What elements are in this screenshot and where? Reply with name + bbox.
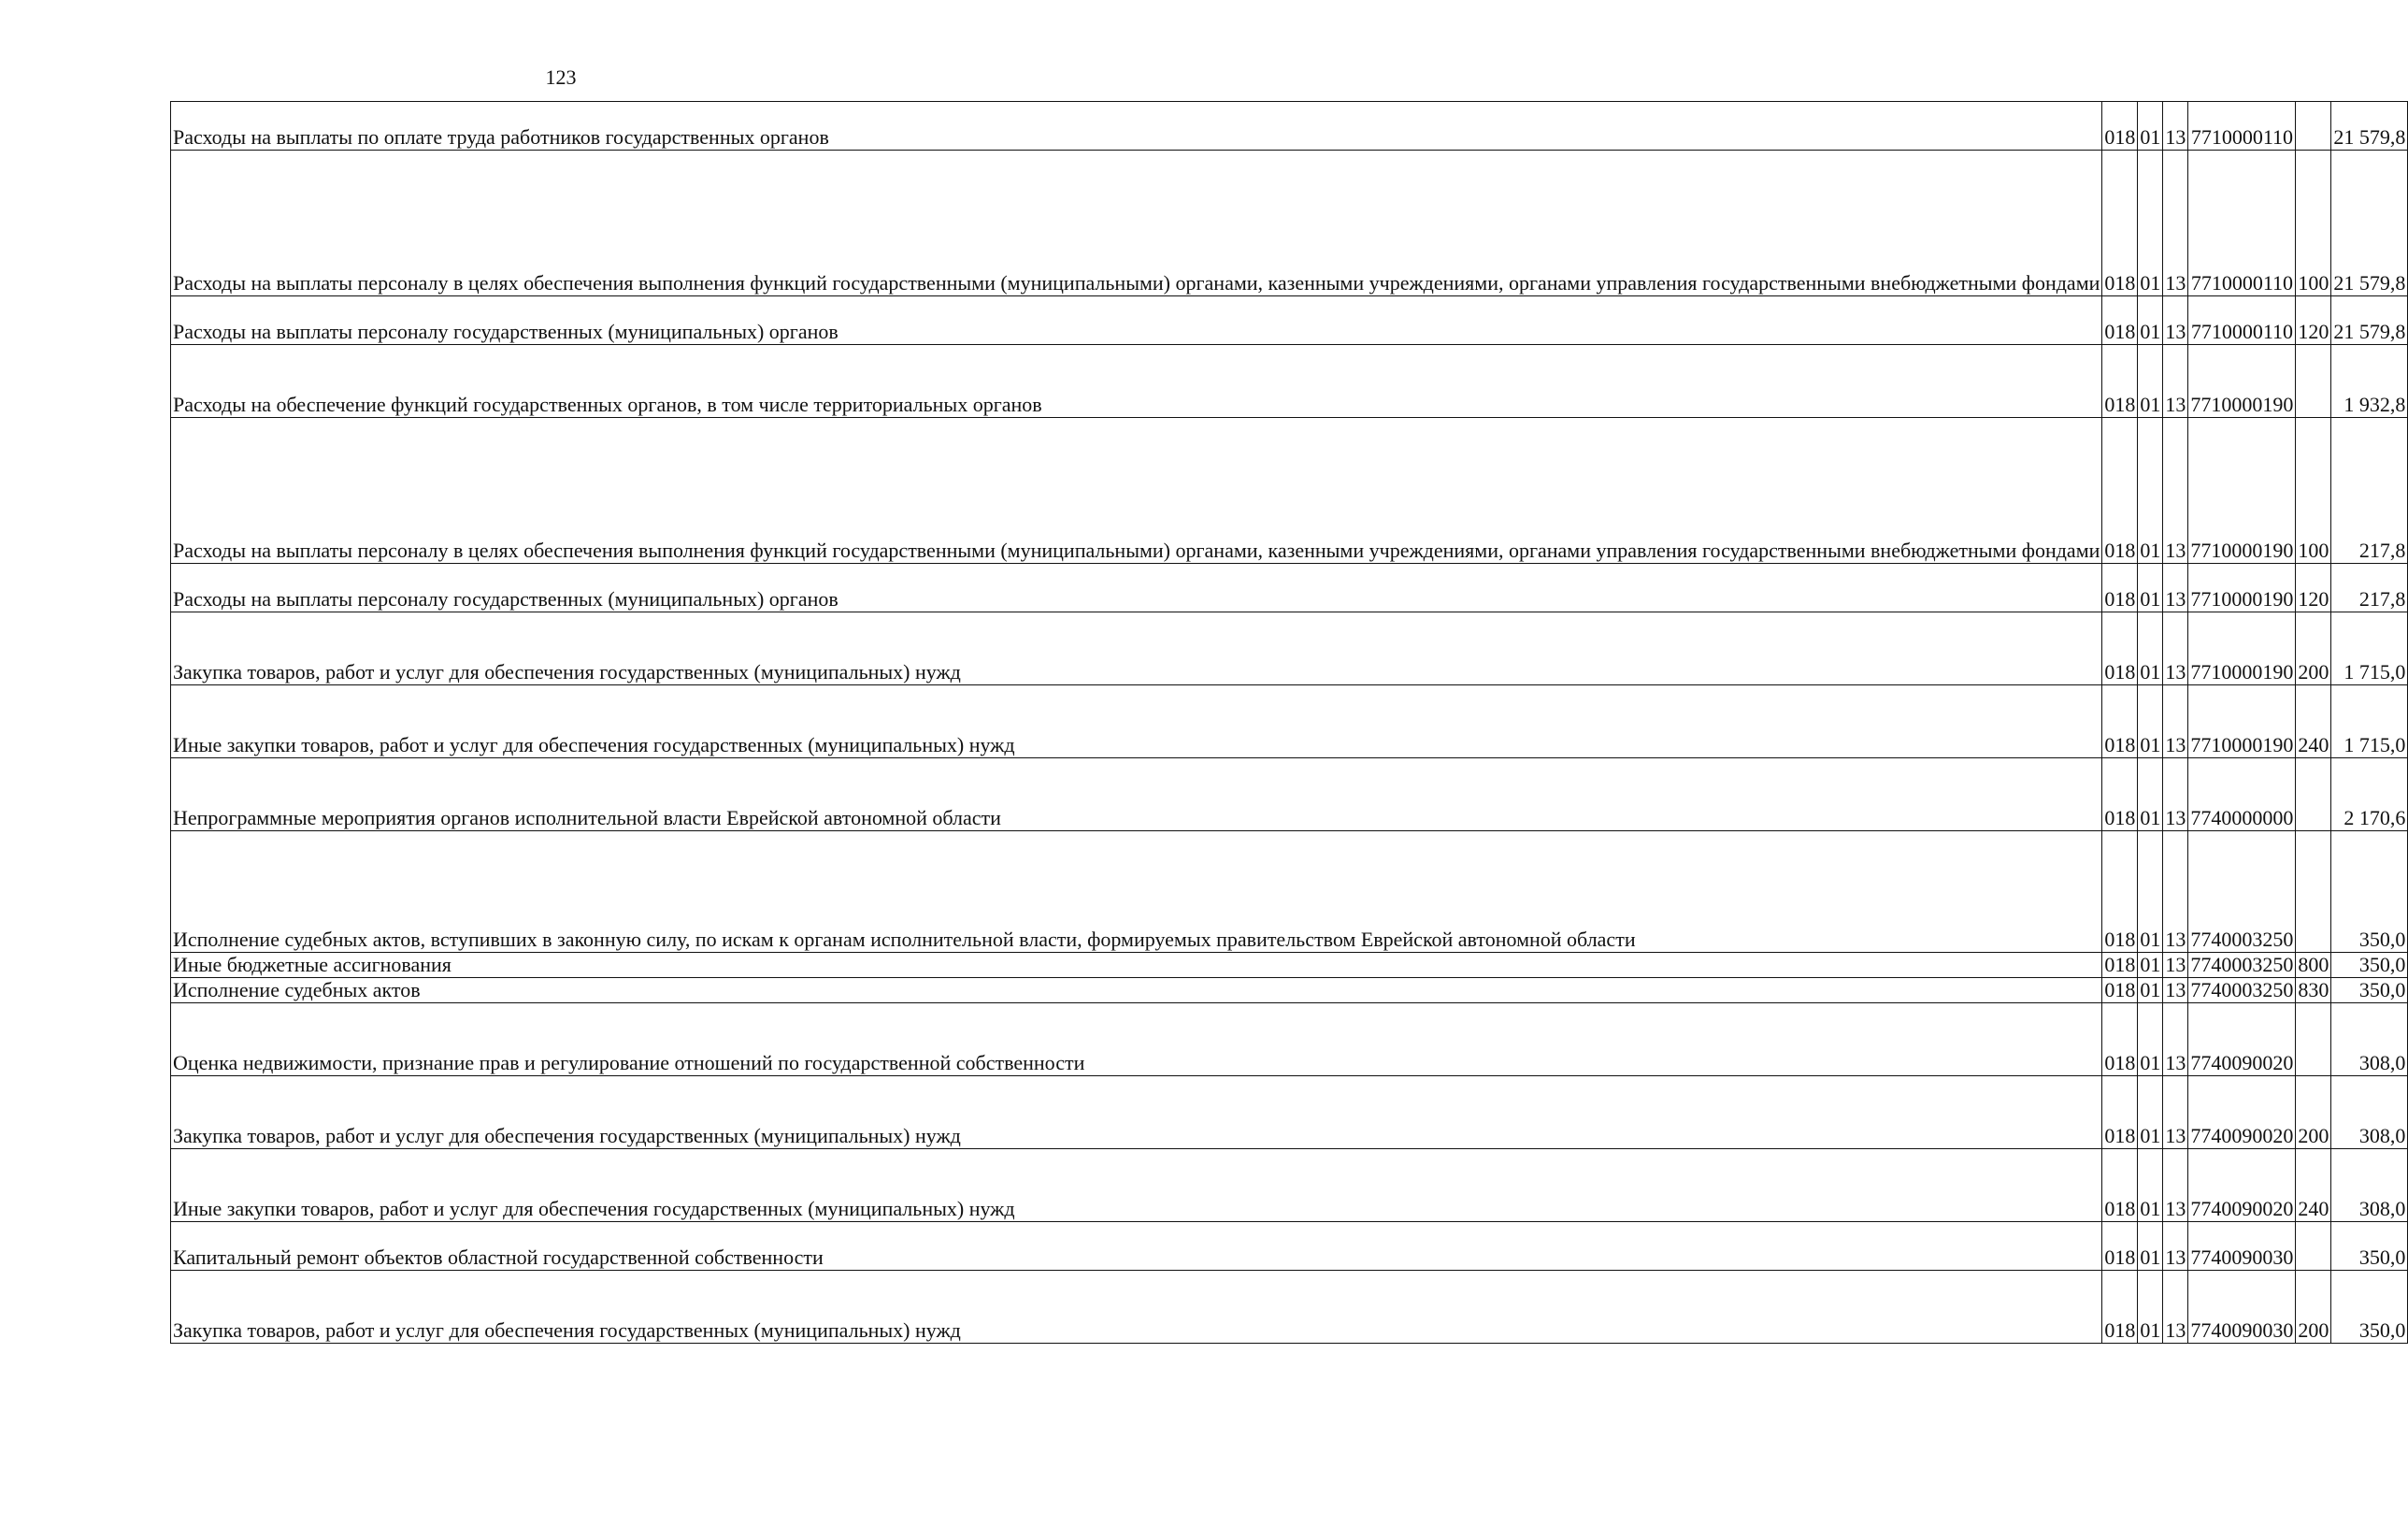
table-row: [171, 831, 2408, 953]
cell-amount: 350,0: [2331, 1271, 2408, 1344]
cell-subsection-code: 13: [2163, 345, 2188, 418]
row-name: Оценка недвижимости, признание прав и регулирование отношений по государственной собственности: [171, 1003, 2102, 1076]
cell-target-article: 7740003250: [2188, 953, 2296, 978]
cell-target-article: 7740090030: [2188, 1271, 2296, 1344]
cell-amount: 1 932,8: [2331, 345, 2408, 418]
row-name: Закупка товаров, работ и услуг для обеспечения государственных (муниципальных) нужд: [171, 612, 2102, 685]
cell-amount: 1 715,0: [2331, 685, 2408, 758]
row-name: Расходы на выплаты персоналу в целях обеспечения выполнения функций государственными (муниципальными) органами, казенными учреждениями, органами управления государственными внебюджетными фондами: [171, 151, 2102, 296]
cell-section-code: 01: [2138, 978, 2163, 1003]
cell-subsection-code: 13: [2163, 1149, 2188, 1222]
table-row: [171, 418, 2408, 564]
cell-subsection-code: 13: [2163, 1003, 2188, 1076]
table-row: [171, 758, 2408, 831]
cell-subsection-code: 13: [2163, 564, 2188, 612]
cell-section-code: 01: [2138, 612, 2163, 685]
cell-target-article: 7740003250: [2188, 831, 2296, 953]
row-name: Иные бюджетные ассигнования: [171, 953, 2102, 978]
row-name: Непрограммные мероприятия органов исполнительной власти Еврейской автономной области: [171, 758, 2102, 831]
row-name: Расходы на выплаты по оплате труда работников государственных органов: [171, 102, 2102, 151]
row-name: Расходы на выплаты персоналу государственных (муниципальных) органов: [171, 296, 2102, 345]
cell-target-article: 7710000110: [2188, 151, 2296, 296]
table-row: [171, 978, 2408, 1003]
table-row: [171, 612, 2408, 685]
table-row: [171, 345, 2408, 418]
cell-subsection-code: 13: [2163, 685, 2188, 758]
cell-target-article: 7710000190: [2188, 418, 2296, 564]
cell-expense-type: [2296, 1003, 2331, 1076]
cell-amount: 308,0: [2331, 1003, 2408, 1076]
cell-ved-code: 018: [2102, 953, 2138, 978]
cell-amount: 1 715,0: [2331, 612, 2408, 685]
cell-target-article: 7740003250: [2188, 978, 2296, 1003]
cell-target-article: 7710000110: [2188, 296, 2296, 345]
cell-expense-type: 100: [2296, 151, 2331, 296]
row-name: Закупка товаров, работ и услуг для обеспечения государственных (муниципальных) нужд: [171, 1076, 2102, 1149]
cell-section-code: 01: [2138, 1149, 2163, 1222]
cell-target-article: 7740090020: [2188, 1003, 2296, 1076]
cell-ved-code: 018: [2102, 564, 2138, 612]
row-name: Исполнение судебных актов: [171, 978, 2102, 1003]
table-row: [171, 1149, 2408, 1222]
cell-ved-code: 018: [2102, 418, 2138, 564]
page-number: 123: [545, 65, 577, 89]
cell-ved-code: 018: [2102, 758, 2138, 831]
cell-target-article: 7710000190: [2188, 612, 2296, 685]
cell-section-code: 01: [2138, 1003, 2163, 1076]
row-name: Иные закупки товаров, работ и услуг для обеспечения государственных (муниципальных) нужд: [171, 1149, 2102, 1222]
cell-amount: 217,8: [2331, 418, 2408, 564]
cell-expense-type: [2296, 102, 2331, 151]
cell-amount: 21 579,8: [2331, 296, 2408, 345]
cell-target-article: 7740090030: [2188, 1222, 2296, 1271]
cell-section-code: 01: [2138, 345, 2163, 418]
cell-expense-type: [2296, 1222, 2331, 1271]
cell-target-article: 7740090020: [2188, 1076, 2296, 1149]
cell-amount: 350,0: [2331, 831, 2408, 953]
cell-expense-type: 120: [2296, 564, 2331, 612]
cell-section-code: 01: [2138, 102, 2163, 151]
cell-expense-type: [2296, 831, 2331, 953]
cell-ved-code: 018: [2102, 831, 2138, 953]
row-name: Иные закупки товаров, работ и услуг для обеспечения государственных (муниципальных) нужд: [171, 685, 2102, 758]
cell-ved-code: 018: [2102, 345, 2138, 418]
cell-subsection-code: 13: [2163, 1076, 2188, 1149]
cell-section-code: 01: [2138, 418, 2163, 564]
cell-subsection-code: 13: [2163, 978, 2188, 1003]
cell-subsection-code: 13: [2163, 151, 2188, 296]
cell-subsection-code: 13: [2163, 102, 2188, 151]
cell-ved-code: 018: [2102, 1149, 2138, 1222]
row-name: Капитальный ремонт объектов областной государственной собственности: [171, 1222, 2102, 1271]
cell-section-code: 01: [2138, 1222, 2163, 1271]
cell-target-article: 7710000190: [2188, 564, 2296, 612]
cell-subsection-code: 13: [2163, 953, 2188, 978]
budget-table: [170, 101, 2408, 1344]
cell-expense-type: 200: [2296, 1271, 2331, 1344]
cell-section-code: 01: [2138, 151, 2163, 296]
cell-expense-type: 800: [2296, 953, 2331, 978]
cell-subsection-code: 13: [2163, 612, 2188, 685]
cell-target-article: 7710000190: [2188, 685, 2296, 758]
cell-expense-type: 830: [2296, 978, 2331, 1003]
cell-subsection-code: 13: [2163, 1222, 2188, 1271]
cell-section-code: 01: [2138, 296, 2163, 345]
row-name: Закупка товаров, работ и услуг для обеспечения государственных (муниципальных) нужд: [171, 1271, 2102, 1344]
cell-section-code: 01: [2138, 685, 2163, 758]
cell-subsection-code: 13: [2163, 831, 2188, 953]
cell-section-code: 01: [2138, 564, 2163, 612]
row-name: Расходы на выплаты персоналу в целях обеспечения выполнения функций государственными (муниципальными) органами, казенными учреждениями, органами управления государственными внебюджетными фондами: [171, 418, 2102, 564]
row-name: Исполнение судебных актов, вступивших в законную силу, по искам к органам исполнительной власти, формируемых правительством Еврейской автономной области: [171, 831, 2102, 953]
cell-section-code: 01: [2138, 953, 2163, 978]
table-row: [171, 1076, 2408, 1149]
cell-target-article: 7710000110: [2188, 102, 2296, 151]
cell-section-code: 01: [2138, 758, 2163, 831]
cell-expense-type: 240: [2296, 1149, 2331, 1222]
cell-amount: 21 579,8: [2331, 102, 2408, 151]
table-row: [171, 151, 2408, 296]
cell-subsection-code: 13: [2163, 418, 2188, 564]
cell-amount: 217,8: [2331, 564, 2408, 612]
cell-expense-type: 100: [2296, 418, 2331, 564]
table-row: [171, 564, 2408, 612]
cell-expense-type: [2296, 758, 2331, 831]
cell-expense-type: 240: [2296, 685, 2331, 758]
table-row: [171, 685, 2408, 758]
cell-ved-code: 018: [2102, 1271, 2138, 1344]
cell-ved-code: 018: [2102, 1076, 2138, 1149]
cell-ved-code: 018: [2102, 151, 2138, 296]
cell-section-code: 01: [2138, 831, 2163, 953]
cell-ved-code: 018: [2102, 1003, 2138, 1076]
table-row: [171, 1271, 2408, 1344]
cell-expense-type: 200: [2296, 612, 2331, 685]
cell-target-article: 7710000190: [2188, 345, 2296, 418]
row-name: Расходы на выплаты персоналу государственных (муниципальных) органов: [171, 564, 2102, 612]
table-row: [171, 296, 2408, 345]
table-row: [171, 102, 2408, 151]
cell-target-article: 7740000000: [2188, 758, 2296, 831]
cell-section-code: 01: [2138, 1271, 2163, 1344]
row-name: Расходы на обеспечение функций государственных органов, в том числе территориальных органов: [171, 345, 2102, 418]
cell-section-code: 01: [2138, 1076, 2163, 1149]
cell-expense-type: 120: [2296, 296, 2331, 345]
cell-amount: 2 170,6: [2331, 758, 2408, 831]
cell-ved-code: 018: [2102, 978, 2138, 1003]
cell-amount: 308,0: [2331, 1149, 2408, 1222]
cell-expense-type: 200: [2296, 1076, 2331, 1149]
cell-amount: 21 579,8: [2331, 151, 2408, 296]
table-row: [171, 1003, 2408, 1076]
cell-amount: 308,0: [2331, 1076, 2408, 1149]
cell-ved-code: 018: [2102, 612, 2138, 685]
cell-subsection-code: 13: [2163, 296, 2188, 345]
cell-amount: 350,0: [2331, 953, 2408, 978]
cell-amount: 350,0: [2331, 978, 2408, 1003]
cell-ved-code: 018: [2102, 296, 2138, 345]
cell-ved-code: 018: [2102, 1222, 2138, 1271]
table-row: [171, 1222, 2408, 1271]
cell-subsection-code: 13: [2163, 758, 2188, 831]
cell-expense-type: [2296, 345, 2331, 418]
cell-ved-code: 018: [2102, 685, 2138, 758]
cell-ved-code: 018: [2102, 102, 2138, 151]
cell-amount: 350,0: [2331, 1222, 2408, 1271]
cell-subsection-code: 13: [2163, 1271, 2188, 1344]
cell-target-article: 7740090020: [2188, 1149, 2296, 1222]
table-row: [171, 953, 2408, 978]
